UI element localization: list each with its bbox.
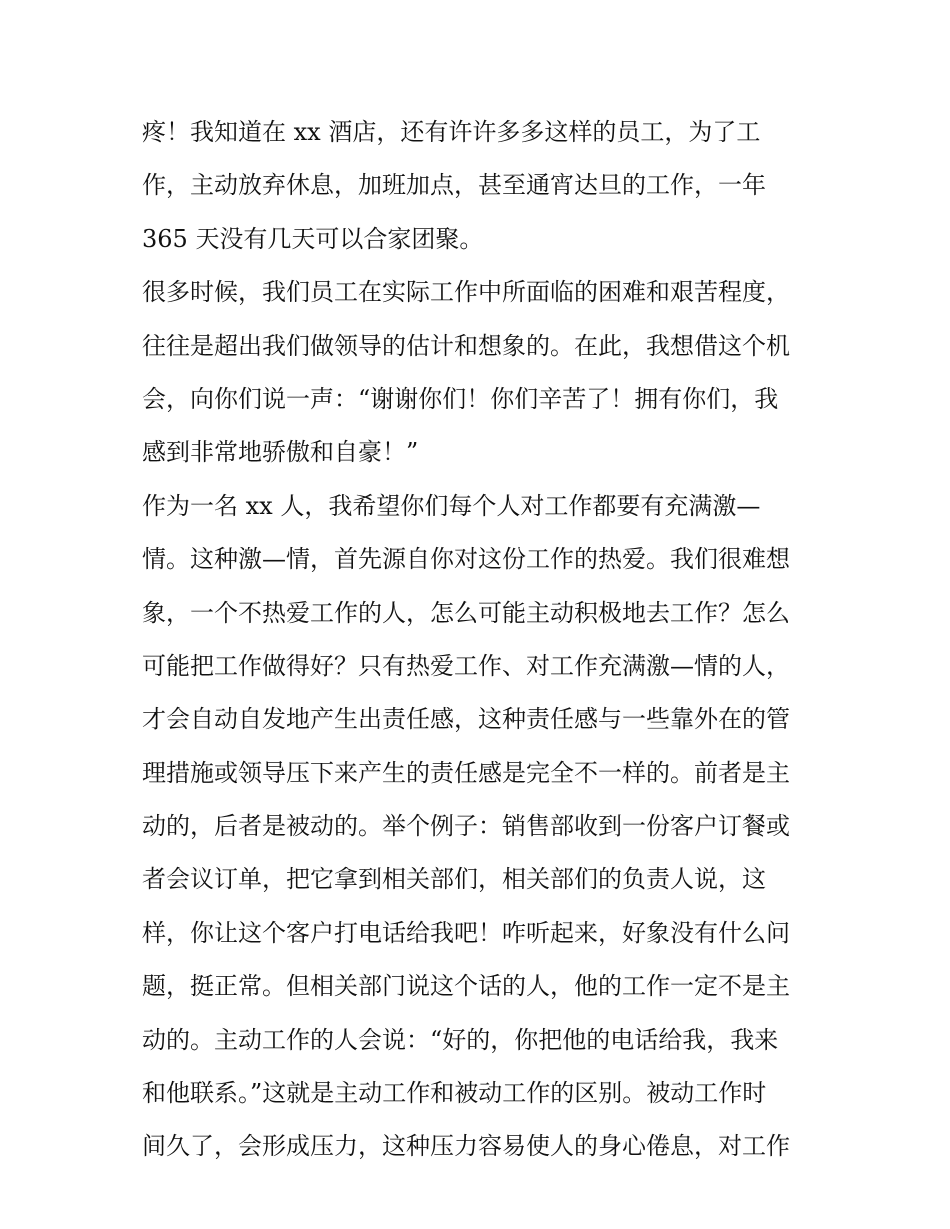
text-line: 作为一名 xx 人，我希望你们每个人对工作都要有充满激— xyxy=(142,491,761,520)
text-line: 疼！我知道在 xx 酒店，还有许许多多这样的员工，为了工 xyxy=(142,118,761,146)
text-line: 和他联系。”这就是主动工作和被动工作的区别。被动工作时 xyxy=(142,1079,767,1108)
text-line: 题，挺正常。但相关部门说这个话的人，他的工作一定不是主 xyxy=(142,972,790,1001)
text-line: 象，一个不热爱工作的人，怎么可能主动积极地去工作？怎么 xyxy=(142,598,790,627)
text-line: 理措施或领导压下来产生的责任感是完全不一样的。前者是主 xyxy=(142,758,790,787)
text-line: 365 天没有几天可以合家团聚。 xyxy=(142,224,484,253)
text-line: 可能把工作做得好？只有热爱工作、对工作充满激—情的人， xyxy=(142,651,790,680)
text-line: 动的。主动工作的人会说：“好的，你把他的电话给我，我来 xyxy=(142,1025,779,1054)
text-line: 感到非常地骄傲和自豪！” xyxy=(142,438,419,467)
text-line: 很多时候，我们员工在实际工作中所面临的困难和艰苦程度， xyxy=(142,278,790,307)
text-line: 样，你让这个客户打电话给我吧！咋听起来，好象没有什么问 xyxy=(142,918,790,947)
text-line: 往往是超出我们做领导的估计和想象的。在此，我想借这个机 xyxy=(142,331,790,360)
text-line: 者会议订单，把它拿到相关部们，相关部们的负责人说，这 xyxy=(142,865,766,894)
text-line: 动的，后者是被动的。举个例子：销售部收到一份客户订餐或 xyxy=(142,812,790,841)
text-line: 情。这种激—情，首先源自你对这份工作的热爱。我们很难想 xyxy=(142,545,790,574)
body-text xyxy=(142,106,822,1174)
text-line: 会，向你们说一声：“谢谢你们！你们辛苦了！拥有你们，我 xyxy=(142,384,779,413)
text-line: 作，主动放弃休息，加班加点，甚至通宵达旦的工作，一年 xyxy=(142,171,766,200)
text-line: 才会自动自发地产生出责任感，这种责任感与一些靠外在的管 xyxy=(142,705,790,734)
text-line: 间久了，会形成压力，这种压力容易使人的身心倦息，对工作 xyxy=(142,1132,790,1161)
